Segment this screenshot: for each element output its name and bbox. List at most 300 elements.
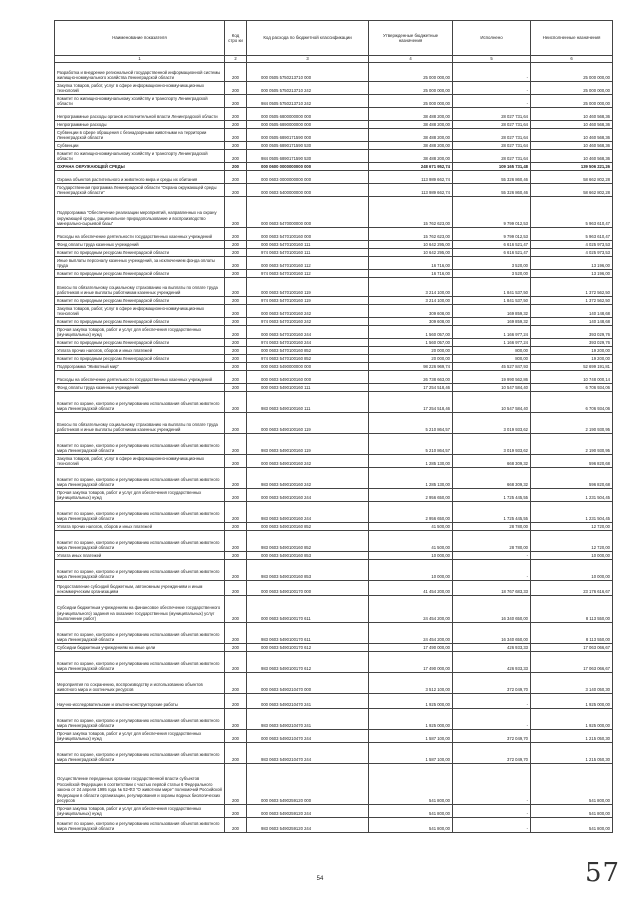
row-unexecuted-amount: 6 706 934,06 — [531, 384, 613, 392]
row-unexecuted-amount: 23 176 616,67 — [531, 581, 613, 596]
row-approved-amount: 38 488 200,00 — [369, 142, 453, 150]
table-row — [55, 743, 613, 764]
table-row — [55, 257, 613, 270]
row-classification-code: 983 0603 5490100170 612 — [247, 652, 369, 673]
row-classification-code: 974 0603 5470100160 112 — [247, 270, 369, 278]
row-approved-amount: 24 454 200,00 — [369, 623, 453, 644]
row-approved-amount: 17 490 000,00 — [369, 644, 453, 652]
row-line-code: 200 — [225, 709, 247, 730]
row-line-code: 200 — [225, 163, 247, 171]
row-approved-amount: 15 762 623,00 — [369, 197, 453, 228]
row-line-code: 200 — [225, 581, 247, 596]
row-line-code: 200 — [225, 355, 247, 363]
table-row — [55, 150, 613, 163]
row-name: Непрограммные расходы — [55, 121, 225, 129]
row-approved-amount: 541 800,00 — [369, 764, 453, 805]
row-unexecuted-amount: 25 000 000,00 — [531, 63, 613, 82]
table-row — [55, 249, 613, 257]
row-unexecuted-amount: 1 925 000,00 — [531, 709, 613, 730]
row-executed-amount: 28 027 731,64 — [453, 129, 531, 142]
row-executed-amount: 3 520,00 — [453, 270, 531, 278]
table-row — [55, 305, 613, 318]
column-number: 5 — [453, 56, 531, 63]
row-approved-amount: 113 989 662,74 — [369, 171, 453, 184]
table-row — [55, 596, 613, 623]
row-executed-amount: 10 547 584,40 — [453, 384, 531, 392]
row-name: Комитет по природным ресурсам Ленинградской области — [55, 270, 225, 278]
row-executed-amount: 109 165 731,48 — [453, 163, 531, 171]
table-row — [55, 552, 613, 560]
row-name: Субсидии бюджетным учреждениям на финансовое обеспечение государственного (муниципального) задания на оказание государственных (муниципальных) услуг (выполнение работ) — [55, 596, 225, 623]
row-approved-amount: 1 587 100,00 — [369, 730, 453, 743]
row-unexecuted-amount: 13 196,00 — [531, 257, 613, 270]
row-line-code: 200 — [225, 531, 247, 552]
row-name: Фонд оплаты труда казенных учреждений — [55, 241, 225, 249]
row-name: Государственная программа Ленинградской области "Охрана окружающей среды Ленинградской области" — [55, 184, 225, 197]
row-approved-amount: 38 488 200,00 — [369, 121, 453, 129]
row-line-code: 200 — [225, 743, 247, 764]
row-unexecuted-amount: 10 748 000,14 — [531, 371, 613, 384]
row-line-code: 200 — [225, 82, 247, 95]
row-approved-amount: 17 490 000,00 — [369, 652, 453, 673]
column-number: 1 — [55, 56, 225, 63]
row-unexecuted-amount: 596 820,68 — [531, 468, 613, 489]
row-unexecuted-amount: 10 460 568,36 — [531, 142, 613, 150]
row-line-code: 200 — [225, 108, 247, 121]
row-name: Субвенции — [55, 142, 225, 150]
row-line-code: 200 — [225, 318, 247, 326]
row-classification-code: 000 0603 0000000000 000 — [247, 171, 369, 184]
row-executed-amount: 1 166 977,24 — [453, 326, 531, 339]
row-classification-code: 974 0603 5470100160 852 — [247, 355, 369, 363]
row-executed-amount: 28 027 731,64 — [453, 150, 531, 163]
row-executed-amount: - — [453, 82, 531, 95]
table-row — [55, 297, 613, 305]
row-approved-amount: 41 500,00 — [369, 531, 453, 552]
row-approved-amount: 16 716,00 — [369, 257, 453, 270]
row-classification-code: 983 0603 5490100160 244 — [247, 502, 369, 523]
row-executed-amount: 45 527 847,93 — [453, 363, 531, 371]
table-row — [55, 730, 613, 743]
row-classification-code: 974 0603 5470100160 242 — [247, 318, 369, 326]
table-row — [55, 363, 613, 371]
row-unexecuted-amount: 541 800,00 — [531, 805, 613, 818]
row-unexecuted-amount: 12 720,00 — [531, 531, 613, 552]
row-name: Разработка и внедрение региональной государственной информационной системы жилищно-коммунального хозяйства Ленинградской области — [55, 63, 225, 82]
row-unexecuted-amount: 2 190 930,95 — [531, 413, 613, 434]
row-name: Охрана объектов растительного и животного мира и среды их обитания — [55, 171, 225, 184]
table-row — [55, 318, 613, 326]
row-classification-code: 000 0603 5470100160 119 — [247, 278, 369, 297]
row-line-code: 200 — [225, 278, 247, 297]
row-approved-amount: 2 956 650,00 — [369, 502, 453, 523]
row-unexecuted-amount: 12 720,00 — [531, 523, 613, 531]
header-name: Наименование показателя — [55, 21, 225, 56]
row-classification-code: 983 0603 5490100160 853 — [247, 560, 369, 581]
row-classification-code: 983 0603 5490210470 244 — [247, 743, 369, 764]
row-approved-amount: 25 000 000,00 — [369, 63, 453, 82]
column-number: 3 — [247, 56, 369, 63]
row-classification-code: 000 0603 5470100160 852 — [247, 347, 369, 355]
row-classification-code: 000 0603 5490259120 244 — [247, 805, 369, 818]
row-executed-amount: 668 309,32 — [453, 468, 531, 489]
row-approved-amount: 5 210 864,57 — [369, 434, 453, 455]
row-name: Комитет по жилищно-коммунальному хозяйству и транспорту Ленинградской области — [55, 95, 225, 108]
row-unexecuted-amount: 13 196,00 — [531, 270, 613, 278]
row-executed-amount: 1 166 977,24 — [453, 339, 531, 347]
row-executed-amount: 28 027 731,64 — [453, 142, 531, 150]
row-line-code: 200 — [225, 184, 247, 197]
row-name: Уплата прочих налогов, сборов и иных платежей — [55, 347, 225, 355]
row-approved-amount: 26 738 663,00 — [369, 371, 453, 384]
table-row — [55, 489, 613, 502]
row-unexecuted-amount: 58 662 802,28 — [531, 184, 613, 197]
row-unexecuted-amount: 393 029,76 — [531, 326, 613, 339]
row-name: Субсидии бюджетным учреждениям на иные цели — [55, 644, 225, 652]
row-classification-code: 984 0505 6890171590 530 — [247, 150, 369, 163]
row-line-code: 200 — [225, 257, 247, 270]
row-unexecuted-amount: 25 000 000,00 — [531, 95, 613, 108]
row-classification-code: 000 0603 5490000000 000 — [247, 363, 369, 371]
report-sheet — [54, 20, 612, 833]
row-classification-code: 000 0603 5400000000 000 — [247, 184, 369, 197]
table-row — [55, 184, 613, 197]
row-unexecuted-amount: 10 460 568,36 — [531, 108, 613, 121]
row-name: ОХРАНА ОКРУЖАЮЩЕЙ СРЕДЫ — [55, 163, 225, 171]
row-classification-code: 983 0603 5490100160 242 — [247, 468, 369, 489]
row-name: Комитет по охране, контролю и регулированию использования объектов животного мира Ленинградской области — [55, 392, 225, 413]
column-number-row — [55, 56, 613, 63]
row-executed-amount: 3 019 933,62 — [453, 434, 531, 455]
row-classification-code: 983 0603 5490259120 244 — [247, 818, 369, 833]
table-row — [55, 644, 613, 652]
row-approved-amount: 3 214 100,00 — [369, 278, 453, 297]
table-row — [55, 652, 613, 673]
row-name: Взносы по обязательному социальному страхованию на выплаты по оплате труда работников и иные выплаты работникам казенных учреждений — [55, 413, 225, 434]
row-classification-code: 000 0505 6890000000 000 — [247, 121, 369, 129]
row-executed-amount: 6 616 521,47 — [453, 249, 531, 257]
row-name: Комитет по жилищно-коммунальному хозяйству и транспорту Ленинградской области — [55, 150, 225, 163]
row-executed-amount: 3 520,00 — [453, 257, 531, 270]
table-row — [55, 142, 613, 150]
row-unexecuted-amount: 1 925 000,00 — [531, 694, 613, 709]
row-unexecuted-amount: 541 800,00 — [531, 764, 613, 805]
row-name: Прочая закупка товаров, работ и услуг для обеспечения государственных (муниципальных) нужд — [55, 805, 225, 818]
row-approved-amount: 10 000,00 — [369, 552, 453, 560]
row-name: Комитет по природным ресурсам Ленинградской области — [55, 339, 225, 347]
row-approved-amount: 1 285 130,00 — [369, 455, 453, 468]
row-executed-amount: - — [453, 764, 531, 805]
row-line-code: 200 — [225, 129, 247, 142]
row-approved-amount: 113 989 662,74 — [369, 184, 453, 197]
table-row — [55, 163, 613, 171]
row-executed-amount: 426 933,33 — [453, 652, 531, 673]
row-approved-amount: 10 642 295,00 — [369, 249, 453, 257]
row-name: Расходы на обеспечение деятельности государственных казенных учреждений — [55, 228, 225, 241]
row-executed-amount: 372 049,70 — [453, 743, 531, 764]
row-line-code: 200 — [225, 413, 247, 434]
column-number: 2 — [225, 56, 247, 63]
row-approved-amount: 20 000,00 — [369, 355, 453, 363]
row-approved-amount: 25 000 000,00 — [369, 82, 453, 95]
row-classification-code: 000 0603 5490100160 242 — [247, 455, 369, 468]
row-name: Комитет по охране, контролю и регулированию использования объектов животного мира Ленинградской области — [55, 818, 225, 833]
row-classification-code: 000 0505 5750213710 242 — [247, 82, 369, 95]
row-classification-code: 000 0603 5490210470 244 — [247, 730, 369, 743]
row-name: Комитет по охране, контролю и регулированию использования объектов животного мира Ленинградской области — [55, 531, 225, 552]
row-executed-amount: 800,00 — [453, 355, 531, 363]
row-name: Комитет по охране, контролю и регулированию использования объектов животного мира Ленинградской области — [55, 502, 225, 523]
row-executed-amount: 800,00 — [453, 347, 531, 355]
table-row — [55, 129, 613, 142]
row-line-code: 200 — [225, 434, 247, 455]
table-row — [55, 623, 613, 644]
row-executed-amount: - — [453, 95, 531, 108]
row-classification-code: 000 0603 5470100160 112 — [247, 257, 369, 270]
table-row — [55, 278, 613, 297]
row-approved-amount: 248 671 952,74 — [369, 163, 453, 171]
row-line-code: 200 — [225, 142, 247, 150]
header-line-code: Код стро ки — [225, 21, 247, 56]
row-unexecuted-amount: 140 148,68 — [531, 318, 613, 326]
row-approved-amount: 309 608,00 — [369, 305, 453, 318]
row-approved-amount: 98 226 969,74 — [369, 363, 453, 371]
row-approved-amount: 541 800,00 — [369, 818, 453, 833]
row-line-code: 200 — [225, 694, 247, 709]
row-executed-amount: 668 309,32 — [453, 455, 531, 468]
row-unexecuted-amount: 5 963 610,47 — [531, 228, 613, 241]
row-line-code: 200 — [225, 371, 247, 384]
row-classification-code: 000 0603 5490100170 611 — [247, 596, 369, 623]
row-unexecuted-amount: 1 372 562,50 — [531, 278, 613, 297]
row-approved-amount: 1 925 000,00 — [369, 694, 453, 709]
row-executed-amount: 9 799 012,53 — [453, 197, 531, 228]
row-line-code: 200 — [225, 673, 247, 694]
row-unexecuted-amount: 6 706 934,06 — [531, 392, 613, 413]
row-line-code: 200 — [225, 384, 247, 392]
row-unexecuted-amount: 1 231 504,45 — [531, 489, 613, 502]
header-approved: Утвержденные бюджетные назначения — [369, 21, 453, 56]
row-approved-amount: 1 925 000,00 — [369, 709, 453, 730]
row-approved-amount: 2 956 650,00 — [369, 489, 453, 502]
row-line-code: 200 — [225, 818, 247, 833]
row-classification-code: 000 0603 5490100160 852 — [247, 523, 369, 531]
table-body — [55, 63, 613, 833]
row-classification-code: 983 0603 5490100160 111 — [247, 392, 369, 413]
table-row — [55, 455, 613, 468]
table-row — [55, 694, 613, 709]
row-unexecuted-amount: 17 063 066,67 — [531, 644, 613, 652]
table-row — [55, 171, 613, 184]
row-executed-amount: - — [453, 805, 531, 818]
table-row — [55, 560, 613, 581]
row-executed-amount: - — [453, 818, 531, 833]
row-executed-amount: 16 340 650,00 — [453, 596, 531, 623]
row-approved-amount: 15 762 623,00 — [369, 228, 453, 241]
row-unexecuted-amount: 4 025 973,53 — [531, 249, 613, 257]
row-name: Прочая закупка товаров, работ и услуг для обеспечения государственных (муниципальных) нужд — [55, 326, 225, 339]
row-classification-code: 000 0505 5750213710 000 — [247, 63, 369, 82]
row-classification-code: 000 0603 5490259120 000 — [247, 764, 369, 805]
row-executed-amount: 169 859,32 — [453, 318, 531, 326]
row-name: Комитет по охране, контролю и регулированию использования объектов животного мира Ленинградской области — [55, 652, 225, 673]
row-approved-amount: 309 608,00 — [369, 318, 453, 326]
row-line-code: 200 — [225, 596, 247, 623]
row-unexecuted-amount: 3 140 050,30 — [531, 673, 613, 694]
row-name: Прочая закупка товаров, работ и услуг для обеспечения государственных (муниципальных) нужд — [55, 730, 225, 743]
row-name: Осуществление переданных органам государственной власти субъектов Российской Федерации в соответствии с частью первой статьи 6 Федерального закона от 24 апреля 1995 года № 52-ФЗ "О животном мире" полномочий Российской Федерации в области организации, регулирования и охраны водных биологических ресурсов — [55, 764, 225, 805]
row-line-code: 200 — [225, 228, 247, 241]
row-approved-amount: 1 560 057,00 — [369, 339, 453, 347]
row-unexecuted-amount: 19 200,00 — [531, 355, 613, 363]
row-name: Прочая закупка товаров, работ и услуг для обеспечения государственных (муниципальных) нужд — [55, 489, 225, 502]
row-approved-amount: 10 642 295,00 — [369, 241, 453, 249]
row-executed-amount: - — [453, 552, 531, 560]
row-approved-amount: 541 800,00 — [369, 805, 453, 818]
column-number: 6 — [531, 56, 613, 63]
row-unexecuted-amount: 17 063 066,67 — [531, 652, 613, 673]
table-row — [55, 413, 613, 434]
row-executed-amount: 1 841 537,50 — [453, 278, 531, 297]
row-name: Расходы на обеспечение деятельности государственных казенных учреждений — [55, 371, 225, 384]
row-approved-amount: 1 285 130,00 — [369, 468, 453, 489]
table-row — [55, 228, 613, 241]
row-classification-code: 000 0603 5490100160 853 — [247, 552, 369, 560]
row-executed-amount: 55 326 860,46 — [453, 184, 531, 197]
row-unexecuted-amount: 2 190 930,95 — [531, 434, 613, 455]
row-approved-amount: 38 488 200,00 — [369, 108, 453, 121]
row-line-code: 200 — [225, 121, 247, 129]
row-line-code: 200 — [225, 150, 247, 163]
row-line-code: 200 — [225, 347, 247, 355]
row-approved-amount: 38 488 200,00 — [369, 150, 453, 163]
row-name: Закупка товаров, работ, услуг в сфере информационно-коммуникационных технологий — [55, 305, 225, 318]
row-name: Уплата прочих налогов, сборов и иных платежей — [55, 523, 225, 531]
row-approved-amount: 1 587 100,00 — [369, 743, 453, 764]
table-row — [55, 523, 613, 531]
row-executed-amount: 19 990 562,86 — [453, 371, 531, 384]
row-line-code: 200 — [225, 644, 247, 652]
row-line-code: 200 — [225, 63, 247, 82]
row-line-code: 200 — [225, 297, 247, 305]
row-unexecuted-amount: 19 200,00 — [531, 347, 613, 355]
row-line-code: 200 — [225, 764, 247, 805]
row-unexecuted-amount: 4 025 973,53 — [531, 241, 613, 249]
row-approved-amount: 3 214 100,00 — [369, 297, 453, 305]
row-executed-amount: 18 767 683,33 — [453, 581, 531, 596]
row-classification-code: 000 0603 5490100160 244 — [247, 489, 369, 502]
row-unexecuted-amount: 596 820,68 — [531, 455, 613, 468]
row-unexecuted-amount: 1 231 504,45 — [531, 502, 613, 523]
row-executed-amount: 169 859,32 — [453, 305, 531, 318]
budget-execution-table — [54, 20, 613, 833]
row-executed-amount: - — [453, 694, 531, 709]
row-classification-code: 000 0603 5490100160 000 — [247, 371, 369, 384]
row-approved-amount: 17 254 518,46 — [369, 392, 453, 413]
row-unexecuted-amount: 52 699 191,81 — [531, 363, 613, 371]
row-name: Научно-исследовательские и опытно-конструкторские работы — [55, 694, 225, 709]
row-line-code: 200 — [225, 171, 247, 184]
row-classification-code: 974 0603 5470100160 119 — [247, 297, 369, 305]
row-line-code: 200 — [225, 489, 247, 502]
table-row — [55, 82, 613, 95]
row-approved-amount: 3 512 100,00 — [369, 673, 453, 694]
table-row — [55, 371, 613, 384]
row-classification-code: 000 0505 6890171590 000 — [247, 129, 369, 142]
row-name: Подпрограмма "Животный мир" — [55, 363, 225, 371]
row-unexecuted-amount: 58 662 802,28 — [531, 171, 613, 184]
row-executed-amount: 1 841 537,50 — [453, 297, 531, 305]
row-unexecuted-amount: 393 029,76 — [531, 339, 613, 347]
page-number: 54 — [316, 876, 324, 882]
row-name: Комитет по охране, контролю и регулированию использования объектов животного мира Ленинградской области — [55, 468, 225, 489]
row-line-code: 200 — [225, 502, 247, 523]
row-approved-amount: 16 716,00 — [369, 270, 453, 278]
row-executed-amount: - — [453, 709, 531, 730]
row-line-code: 200 — [225, 363, 247, 371]
row-unexecuted-amount: 10 460 568,36 — [531, 129, 613, 142]
row-approved-amount: 5 210 864,57 — [369, 413, 453, 434]
row-line-code: 200 — [225, 326, 247, 339]
row-executed-amount: 28 780,00 — [453, 531, 531, 552]
row-classification-code: 000 0603 5490210470 000 — [247, 673, 369, 694]
row-name: Иные выплаты персоналу казенных учреждений, за исключением фонда оплаты труда — [55, 257, 225, 270]
row-executed-amount: 55 326 860,46 — [453, 171, 531, 184]
row-name: Комитет по охране, контролю и регулированию использования объектов животного мира Ленинградской области — [55, 743, 225, 764]
row-line-code: 200 — [225, 95, 247, 108]
row-name: Фонд оплаты труда казенных учреждений — [55, 384, 225, 392]
row-executed-amount: 372 049,70 — [453, 673, 531, 694]
table-row — [55, 347, 613, 355]
row-line-code: 200 — [225, 339, 247, 347]
row-line-code: 200 — [225, 560, 247, 581]
row-unexecuted-amount: 10 000,00 — [531, 560, 613, 581]
row-approved-amount: 1 560 057,00 — [369, 326, 453, 339]
row-approved-amount: 24 454 200,00 — [369, 596, 453, 623]
table-row — [55, 502, 613, 523]
row-approved-amount: 38 488 200,00 — [369, 129, 453, 142]
table-row — [55, 531, 613, 552]
row-unexecuted-amount: 139 506 221,26 — [531, 163, 613, 171]
row-classification-code: 000 0603 5490100160 111 — [247, 384, 369, 392]
table-row — [55, 197, 613, 228]
row-name: Комитет по природным ресурсам Ленинградской области — [55, 318, 225, 326]
row-classification-code: 983 0603 5490100160 119 — [247, 434, 369, 455]
table-row — [55, 121, 613, 129]
row-executed-amount: - — [453, 560, 531, 581]
row-executed-amount: 3 019 933,62 — [453, 413, 531, 434]
table-row — [55, 709, 613, 730]
row-executed-amount: 9 799 012,53 — [453, 228, 531, 241]
table-row — [55, 270, 613, 278]
row-unexecuted-amount: 1 215 050,30 — [531, 730, 613, 743]
header-executed: Исполнено — [453, 21, 531, 56]
row-name: Непрограммные расходы органов исполнительной власти Ленинградской области — [55, 108, 225, 121]
row-approved-amount: 25 000 000,00 — [369, 95, 453, 108]
row-executed-amount: 16 340 650,00 — [453, 623, 531, 644]
row-executed-amount: 1 725 445,55 — [453, 502, 531, 523]
row-unexecuted-amount: 10 460 568,36 — [531, 150, 613, 163]
row-classification-code: 000 0603 5490100170 000 — [247, 581, 369, 596]
row-classification-code: 000 0603 5490210470 241 — [247, 694, 369, 709]
row-line-code: 200 — [225, 241, 247, 249]
header-classification: Код расхода по бюджетной классификации — [247, 21, 369, 56]
table-row — [55, 326, 613, 339]
row-classification-code: 000 0603 5470100160 000 — [247, 228, 369, 241]
row-line-code: 200 — [225, 623, 247, 644]
row-line-code: 200 — [225, 392, 247, 413]
row-name: Взносы по обязательному социальному страхованию на выплаты по оплате труда работников и иные выплаты работникам казенных учреждений — [55, 278, 225, 297]
